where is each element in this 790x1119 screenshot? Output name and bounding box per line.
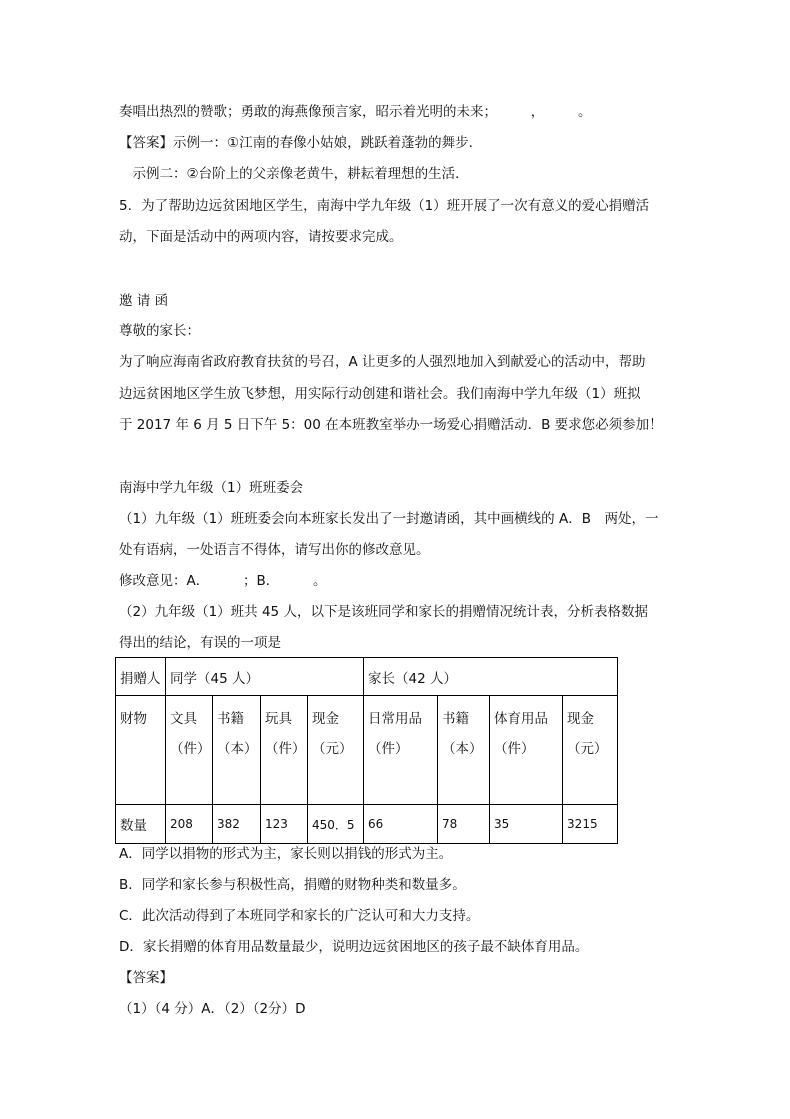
donor-label: 捐赠人 xyxy=(116,658,166,696)
quantity-cell: 78 xyxy=(438,805,490,844)
table-quantity-row xyxy=(116,805,618,844)
item-name: 现金 xyxy=(567,711,595,727)
item-name: 书籍 xyxy=(442,711,470,727)
quantity-cell: 3215 xyxy=(563,805,618,844)
quantity-cell: 123 xyxy=(261,805,308,844)
item-unit: （件） xyxy=(368,741,409,757)
sub-question-2-stem: （2）九年级（1）班共 45 人，以下是该班同学和家长的捐赠情况统计表，分析表格数据 xyxy=(119,604,648,620)
question-5-stem-cont: 动，下面是活动中的两项内容，请按要求完成。 xyxy=(119,229,403,245)
item-cell xyxy=(213,696,261,805)
quantity-label: 数量 xyxy=(116,805,166,844)
item-unit: （本） xyxy=(217,741,258,757)
item-name: 现金 xyxy=(312,711,339,727)
sub-question-2-stem-cont: 得出的结论，有误的一项是 xyxy=(119,635,281,651)
item-unit: （元） xyxy=(567,741,608,757)
donation-table xyxy=(115,657,618,844)
quantity-cell: 35 xyxy=(490,805,563,844)
answer-heading: 【答案】 xyxy=(119,970,173,986)
item-cell xyxy=(563,696,618,805)
item-name: 文具 xyxy=(170,711,197,727)
item-name: 书籍 xyxy=(217,711,244,727)
parents-group-header: 家长（42 人） xyxy=(364,658,618,696)
item-unit: （件） xyxy=(170,741,211,757)
sub-question-1-stem: （1）九年级（1）班班委会向本班家长发出了一封邀请函，其中画横线的 A．B 两处，一 xyxy=(119,511,659,527)
item-cell xyxy=(364,696,438,805)
answer-example-1: 【答案】示例一：①江南的春像小姑娘，跳跃着蓬勃的舞步． xyxy=(119,135,483,151)
invitation-signature: 南海中学九年级（1）班班委会 xyxy=(119,480,304,496)
sub-question-1-stem-cont: 处有语病，一处语言不得体，请写出你的修改意见。 xyxy=(119,542,430,558)
item-cell xyxy=(490,696,563,805)
table-items-row xyxy=(116,696,618,805)
quantity-cell: 208 xyxy=(166,805,213,844)
students-group-header: 同学（45 人） xyxy=(166,658,364,696)
option-d: D．家长捐赠的体育用品数量最少，说明边远贫困地区的孩子最不缺体育用品。 xyxy=(119,939,589,955)
question-5-stem: 5．为了帮助边远贫困地区学生，南海中学九年级（1）班开展了一次有意义的爱心捐赠活 xyxy=(119,198,650,214)
quantity-cell: 66 xyxy=(364,805,438,844)
poem-line: 奏唱出热烈的赞歌；勇敢的海燕像预言家，昭示着光明的未来； ， 。 xyxy=(119,104,592,120)
item-name: 体育用品 xyxy=(494,711,549,727)
item-unit: （件） xyxy=(494,741,535,757)
option-c: C．此次活动得到了本班同学和家长的广泛认可和大力支持。 xyxy=(119,908,480,924)
item-label: 财物 xyxy=(116,696,166,805)
table-header-row xyxy=(116,658,618,696)
item-cell xyxy=(166,696,213,805)
item-name: 日常用品 xyxy=(368,711,423,727)
answer-example-2: 示例二：②台阶上的父亲像老黄牛，耕耘着理想的生活． xyxy=(119,166,469,182)
invitation-body-2: 边远贫困地区学生放飞梦想，用实际行动创建和谐社会。我们南海中学九年级（1）班拟 xyxy=(119,386,641,402)
invitation-body-1: 为了响应海南省政府教育扶贫的号召，A 让更多的人强烈地加入到献爱心的活动中，帮助 xyxy=(119,354,646,370)
revision-blank: 修改意见：A． ；B． 。 xyxy=(119,573,327,589)
item-cell xyxy=(438,696,490,805)
item-unit: （件） xyxy=(265,741,306,757)
invitation-body-3: 于 2017 年 6 月 5 日下午 5：00 在本班教室举办一场爱心捐赠活动．B 要求您必须参加！ xyxy=(119,417,663,433)
invitation-title: 邀 请 函 xyxy=(119,293,169,309)
option-b: B．同学和家长参与积极性高，捐赠的财物种类和数量多。 xyxy=(119,877,466,893)
answer-text: （1）（4 分）A．（2）（2分）D xyxy=(119,1001,306,1017)
item-unit: （本） xyxy=(442,741,483,757)
option-a: A．同学以捐物的形式为主，家长则以捐钱的形式为主。 xyxy=(119,846,453,862)
quantity-cell: 450．5 xyxy=(308,805,364,844)
quantity-cell: 382 xyxy=(213,805,261,844)
item-cell xyxy=(308,696,364,805)
item-cell xyxy=(261,696,308,805)
invitation-salutation: 尊敬的家长： xyxy=(119,323,200,339)
item-unit: （元） xyxy=(312,741,353,757)
item-name: 玩具 xyxy=(265,711,292,727)
